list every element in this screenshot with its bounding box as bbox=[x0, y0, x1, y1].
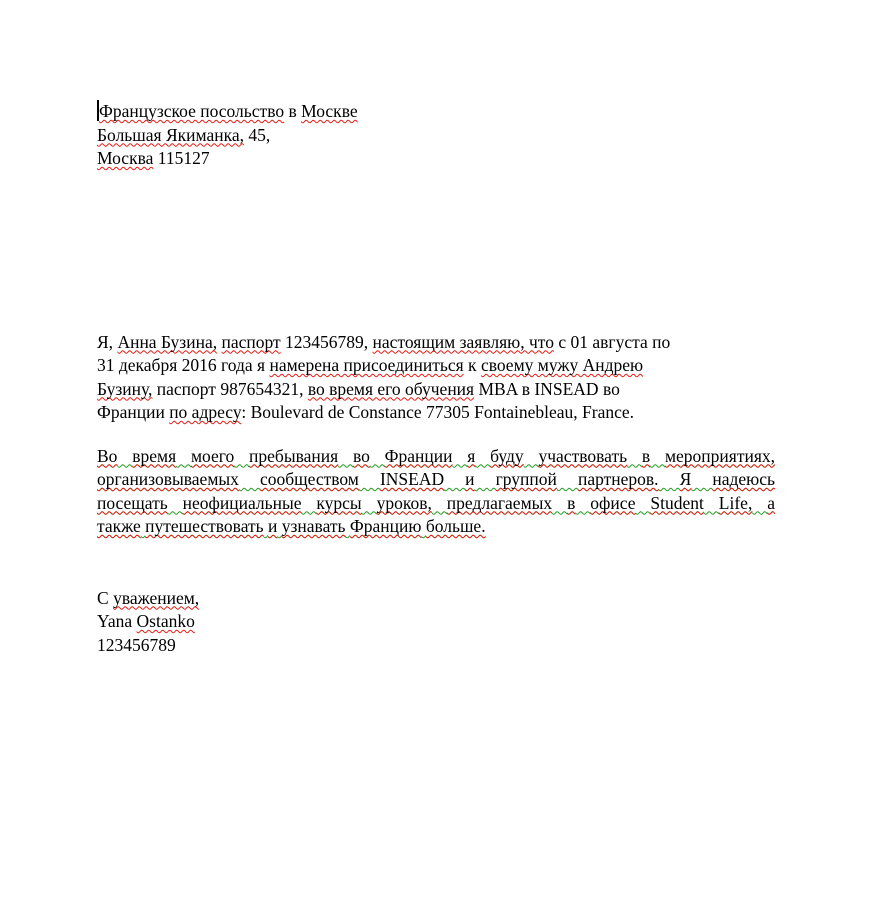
text-segment bbox=[557, 469, 578, 489]
text-line bbox=[97, 331, 775, 355]
text-segment: Франции bbox=[97, 402, 170, 422]
text-line bbox=[97, 587, 775, 611]
misspelled-text: Life, bbox=[718, 492, 753, 513]
misspelled-text: Student bbox=[650, 492, 704, 513]
letter-content bbox=[97, 100, 775, 657]
misspelled-text: паспорт bbox=[221, 331, 281, 352]
misspelled-text: больше. bbox=[425, 516, 486, 536]
misspelled-text: Я bbox=[679, 469, 692, 489]
text-segment bbox=[575, 493, 590, 513]
activities-paragraph bbox=[97, 445, 775, 539]
text-segment bbox=[338, 446, 353, 466]
text-segment bbox=[176, 446, 191, 466]
text-segment: MBA в INSEAD во bbox=[474, 378, 620, 399]
statement-paragraph bbox=[97, 331, 775, 425]
misspelled-text: сообществом bbox=[259, 469, 359, 489]
misspelled-text: а bbox=[767, 492, 776, 513]
misspelled-text: и bbox=[465, 469, 475, 489]
text-segment bbox=[301, 493, 316, 513]
text-segment bbox=[168, 493, 183, 513]
misspelled-text: Большая Якиманка, bbox=[97, 124, 244, 145]
text-line bbox=[97, 124, 775, 148]
text-segment: Я, bbox=[97, 331, 118, 352]
text-segment: 31 декабря 2016 года я bbox=[97, 355, 270, 375]
text-segment bbox=[117, 446, 132, 466]
misspelled-text: Бузину, bbox=[97, 378, 153, 399]
misspelled-text: Франции bbox=[384, 445, 453, 466]
text-segment bbox=[752, 493, 767, 513]
grammar-underlined-sentence bbox=[97, 446, 775, 466]
text-segment bbox=[627, 446, 642, 466]
text-segment bbox=[452, 446, 467, 466]
text-line bbox=[97, 515, 775, 539]
text-segment bbox=[475, 469, 496, 489]
misspelled-text: узнавать bbox=[281, 516, 346, 536]
text-segment: в bbox=[284, 101, 302, 121]
misspelled-text: курсы bbox=[316, 492, 362, 513]
misspelled-text: время bbox=[132, 445, 177, 466]
text-segment: паспорт 987654321, bbox=[152, 378, 308, 399]
text-segment bbox=[552, 493, 567, 513]
text-segment bbox=[691, 469, 712, 489]
misspelled-text: намерена присоединиться bbox=[269, 355, 464, 375]
text-line bbox=[97, 610, 775, 634]
text-segment bbox=[359, 469, 380, 489]
misspelled-text: и bbox=[268, 516, 278, 536]
misspelled-text: уроков, bbox=[376, 492, 432, 513]
misspelled-text: Ostanko bbox=[136, 611, 195, 631]
text-segment: 45, bbox=[243, 124, 271, 145]
text-segment bbox=[370, 446, 385, 466]
misspelled-text: также bbox=[97, 516, 141, 536]
text-segment bbox=[234, 446, 249, 466]
misspelled-text: пребывания bbox=[249, 445, 339, 466]
text-line bbox=[97, 354, 775, 378]
text-segment bbox=[635, 493, 650, 513]
text-segment: Yana bbox=[97, 611, 137, 631]
misspelled-text: Францию bbox=[349, 516, 422, 536]
misspelled-text: группой bbox=[495, 469, 557, 489]
misspelled-text: надеюсь bbox=[712, 469, 775, 489]
misspelled-text: настоящим заявляю, что bbox=[372, 331, 554, 352]
misspelled-text: путешествовать bbox=[145, 516, 264, 536]
misspelled-text: Москве bbox=[301, 101, 358, 121]
text-segment bbox=[475, 446, 490, 466]
misspelled-text: уважением, bbox=[113, 587, 200, 608]
misspelled-text: Французское посольство bbox=[99, 101, 285, 121]
misspelled-text: организовываемых bbox=[97, 469, 239, 489]
misspelled-text: предлагаемых bbox=[446, 492, 553, 513]
misspelled-text: офисе bbox=[590, 492, 636, 513]
text-line bbox=[97, 492, 775, 516]
text-line bbox=[97, 634, 775, 658]
misspelled-text: Во bbox=[97, 445, 118, 466]
text-segment: 123456789 bbox=[97, 634, 176, 655]
text-segment bbox=[704, 493, 719, 513]
misspelled-text: моего bbox=[190, 445, 235, 466]
misspelled-text: участвовать bbox=[538, 445, 628, 466]
grammar-underlined-sentence bbox=[97, 516, 486, 536]
text-segment bbox=[444, 469, 465, 489]
misspelled-text: в bbox=[567, 492, 576, 513]
misspelled-text: INSEAD bbox=[379, 469, 445, 489]
text-segment bbox=[659, 469, 680, 489]
text-segment bbox=[432, 493, 447, 513]
text-segment bbox=[362, 493, 377, 513]
text-segment: к bbox=[463, 355, 481, 375]
recipient-address bbox=[97, 100, 775, 171]
misspelled-text: я bbox=[467, 445, 476, 466]
misspelled-text: неофициальные bbox=[182, 492, 302, 513]
misspelled-text: Анна Бузина, bbox=[117, 331, 218, 352]
misspelled-text: партнеров. bbox=[577, 469, 659, 489]
text-segment: 115127 bbox=[153, 148, 210, 168]
text-segment bbox=[524, 446, 539, 466]
misspelled-text: мероприятиях, bbox=[664, 445, 776, 466]
text-segment bbox=[239, 469, 260, 489]
text-segment: : Boulevard de Constance 77305 Fontainebleau, France. bbox=[241, 402, 635, 422]
misspelled-text: во bbox=[352, 445, 370, 466]
misspelled-text: своему мужу Андрею bbox=[480, 355, 644, 375]
misspelled-text: Москва bbox=[97, 148, 154, 168]
text-segment bbox=[650, 446, 665, 466]
text-line bbox=[97, 445, 775, 469]
text-segment: с 01 августа по bbox=[553, 331, 671, 352]
text-line bbox=[97, 468, 775, 492]
misspelled-text: во время его обучения bbox=[307, 378, 475, 399]
grammar-underlined-sentence bbox=[97, 493, 775, 513]
text-segment: 123456789, bbox=[280, 331, 373, 352]
misspelled-text: в bbox=[641, 445, 651, 466]
text-line bbox=[97, 100, 775, 124]
grammar-underlined-sentence bbox=[97, 469, 775, 489]
signature-block bbox=[97, 587, 775, 658]
text-line bbox=[97, 378, 775, 402]
text-line bbox=[97, 401, 775, 425]
misspelled-text: по адресу bbox=[169, 402, 242, 422]
misspelled-text: буду bbox=[490, 445, 524, 466]
text-line bbox=[97, 147, 775, 171]
text-segment: С bbox=[97, 587, 114, 608]
misspelled-text: посещать bbox=[97, 492, 168, 513]
